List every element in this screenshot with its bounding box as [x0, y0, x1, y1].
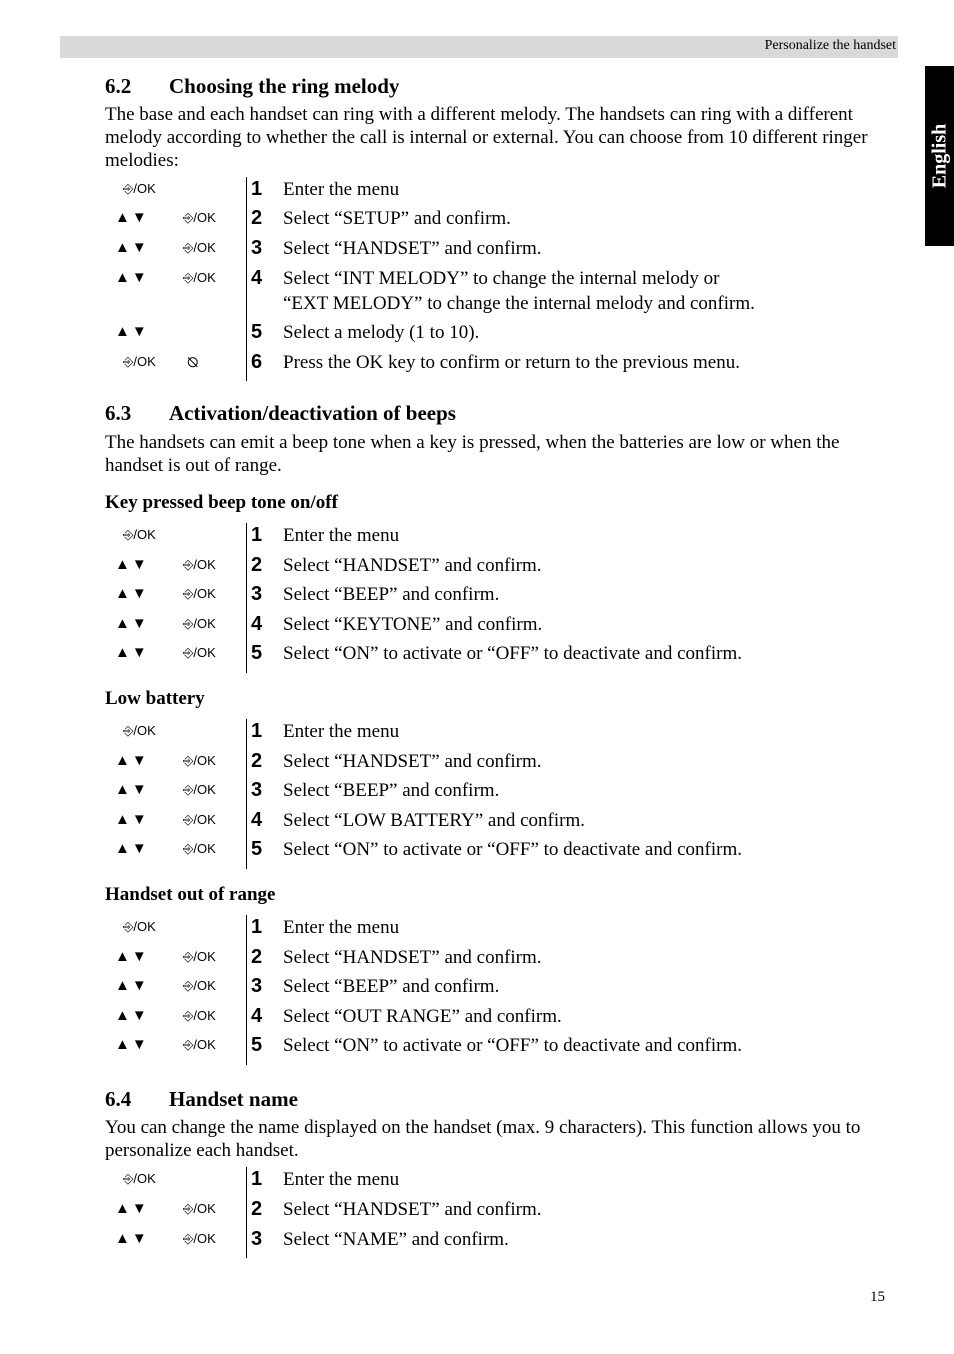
step-text: Enter the menu	[283, 179, 400, 200]
up-down-arrows-icon: ▲▼	[115, 948, 149, 965]
step-text: Select “SETUP” and confirm.	[283, 208, 511, 229]
ok-key-icon: ⎆/OK	[123, 1171, 156, 1186]
ok-key-icon: ⎆/OK	[183, 812, 216, 827]
step-number: 2	[251, 554, 263, 576]
up-down-arrows-icon: ▲▼	[115, 615, 149, 632]
ok-key-icon: ⎆/OK	[183, 978, 216, 993]
step-text: Select “INT MELODY” to change the internal melody or	[283, 268, 720, 289]
step-number: 2	[251, 750, 263, 772]
step-number: 3	[251, 975, 263, 997]
section-title: Activation/deactivation of beeps	[169, 401, 456, 425]
section-6-2-heading	[105, 74, 399, 99]
up-down-arrows-icon: ▲▼	[115, 752, 149, 769]
ok-key-icon: ⎆/OK	[183, 1008, 216, 1023]
step-number: 5	[251, 838, 263, 860]
step-text: Select “NAME” and confirm.	[283, 1229, 509, 1250]
step-number: 1	[251, 524, 263, 546]
ok-key-icon: ⎆/OK	[183, 210, 216, 225]
ok-key-icon: ⎆/OK	[123, 181, 156, 196]
up-down-arrows-icon: ▲▼	[115, 323, 149, 340]
ok-key-icon: ⎆/OK	[183, 645, 216, 660]
step-number: 2	[251, 946, 263, 968]
step-number: 1	[251, 720, 263, 742]
section-number: 6.3	[105, 401, 132, 425]
up-down-arrows-icon: ▲▼	[115, 1200, 149, 1217]
step-text: Select “BEEP” and confirm.	[283, 976, 500, 997]
step-divider	[246, 915, 247, 1065]
step-text: Enter the menu	[283, 721, 400, 742]
ok-key-icon: ⎆/OK	[183, 270, 216, 285]
running-header	[60, 36, 898, 58]
language-tab-label: English	[928, 123, 950, 189]
ok-key-icon: ⎆/OK	[183, 1231, 216, 1246]
subsection-out-of-range-heading: Handset out of range	[105, 884, 276, 905]
step-text: Select “HANDSET” and confirm.	[283, 751, 542, 772]
step-text: Select “ON” to activate or “OFF” to deactivate and confirm.	[283, 643, 742, 664]
step-text: Select “HANDSET” and confirm.	[283, 555, 542, 576]
ok-key-icon: ⎆/OK	[183, 240, 216, 255]
up-down-arrows-icon: ▲▼	[115, 585, 149, 602]
step-number: 3	[251, 779, 263, 801]
step-number: 5	[251, 642, 263, 664]
step-text: Select “ON” to activate or “OFF” to deactivate and confirm.	[283, 1035, 742, 1056]
section-6-3-heading	[105, 401, 456, 426]
step-divider	[246, 1167, 247, 1258]
section-number: 6.4	[105, 1087, 132, 1111]
step-text-continued: “EXT MELODY” to change the internal melody and confirm.	[283, 293, 755, 314]
up-down-arrows-icon: ▲▼	[115, 239, 149, 256]
ok-key-icon: ⎆/OK	[183, 753, 216, 768]
step-text: Enter the menu	[283, 917, 400, 938]
running-header-title: Personalize the handset	[764, 38, 896, 53]
step-number: 4	[251, 1005, 263, 1027]
up-down-arrows-icon: ▲▼	[115, 644, 149, 661]
step-text: Enter the menu	[283, 1169, 400, 1190]
section-6-2-intro: The base and each handset can ring with a different melody. The handsets can ring with a different melody according to whether the call is internal or external. You can choose from 10 different ringer melodies:	[105, 104, 868, 171]
step-number: 6	[251, 351, 263, 373]
page-number: 15	[870, 1289, 885, 1305]
step-divider	[246, 523, 247, 673]
ok-key-icon: ⎆/OK	[123, 354, 156, 369]
ok-key-icon: ⎆/OK	[183, 586, 216, 601]
step-number: 5	[251, 1034, 263, 1056]
ok-key-icon: ⎆/OK	[183, 616, 216, 631]
step-text: Select “LOW BATTERY” and confirm.	[283, 810, 585, 831]
step-number: 1	[251, 916, 263, 938]
subsection-low-battery-heading: Low battery	[105, 688, 205, 709]
up-down-arrows-icon: ▲▼	[115, 977, 149, 994]
language-tab	[925, 66, 954, 246]
step-text: Select “HANDSET” and confirm.	[283, 238, 542, 259]
up-down-arrows-icon: ▲▼	[115, 556, 149, 573]
step-text: Select “ON” to activate or “OFF” to deactivate and confirm.	[283, 839, 742, 860]
step-number: 4	[251, 267, 263, 289]
section-title: Choosing the ring melody	[169, 74, 400, 98]
step-number: 4	[251, 809, 263, 831]
ok-key-icon: ⎆/OK	[183, 949, 216, 964]
section-title: Handset name	[169, 1087, 298, 1111]
back-key-icon: ⦰	[187, 354, 199, 370]
up-down-arrows-icon: ▲▼	[115, 1007, 149, 1024]
up-down-arrows-icon: ▲▼	[115, 1036, 149, 1053]
ok-key-icon: ⎆/OK	[183, 1201, 216, 1216]
step-number: 3	[251, 583, 263, 605]
step-number: 5	[251, 321, 263, 343]
step-number: 4	[251, 613, 263, 635]
step-divider	[246, 719, 247, 869]
section-6-3-intro: The handsets can emit a beep tone when a key is pressed, when the batteries are low or when the handset is out of range.	[105, 432, 840, 476]
step-divider	[246, 177, 247, 381]
ok-key-icon: ⎆/OK	[183, 1037, 216, 1052]
step-text: Select a melody (1 to 10).	[283, 322, 480, 343]
step-text: Select “HANDSET” and confirm.	[283, 947, 542, 968]
up-down-arrows-icon: ▲▼	[115, 269, 149, 286]
section-6-4-intro: You can change the name displayed on the handset (max. 9 characters). This function allows you to personalize each handset.	[105, 1117, 861, 1161]
up-down-arrows-icon: ▲▼	[115, 1230, 149, 1247]
up-down-arrows-icon: ▲▼	[115, 781, 149, 798]
step-number: 3	[251, 1228, 263, 1250]
subsection-key-tone-heading: Key pressed beep tone on/off	[105, 492, 338, 513]
ok-key-icon: ⎆/OK	[123, 527, 156, 542]
step-text: Select “KEYTONE” and confirm.	[283, 614, 543, 635]
up-down-arrows-icon: ▲▼	[115, 209, 149, 226]
step-text: Select “HANDSET” and confirm.	[283, 1199, 542, 1220]
step-number: 1	[251, 1168, 263, 1190]
up-down-arrows-icon: ▲▼	[115, 811, 149, 828]
step-text: Select “BEEP” and confirm.	[283, 584, 500, 605]
section-number: 6.2	[105, 74, 132, 98]
ok-key-icon: ⎆/OK	[183, 841, 216, 856]
step-number: 2	[251, 207, 263, 229]
step-text: Enter the menu	[283, 525, 400, 546]
ok-key-icon: ⎆/OK	[183, 782, 216, 797]
step-text: Press the OK key to confirm or return to the previous menu.	[283, 352, 740, 373]
ok-key-icon: ⎆/OK	[183, 557, 216, 572]
step-number: 2	[251, 1198, 263, 1220]
step-text: Select “OUT RANGE” and confirm.	[283, 1006, 562, 1027]
ok-key-icon: ⎆/OK	[123, 919, 156, 934]
section-6-4-heading	[105, 1087, 298, 1112]
ok-key-icon: ⎆/OK	[123, 723, 156, 738]
step-number: 1	[251, 178, 263, 200]
step-text: Select “BEEP” and confirm.	[283, 780, 500, 801]
step-number: 3	[251, 237, 263, 259]
up-down-arrows-icon: ▲▼	[115, 840, 149, 857]
